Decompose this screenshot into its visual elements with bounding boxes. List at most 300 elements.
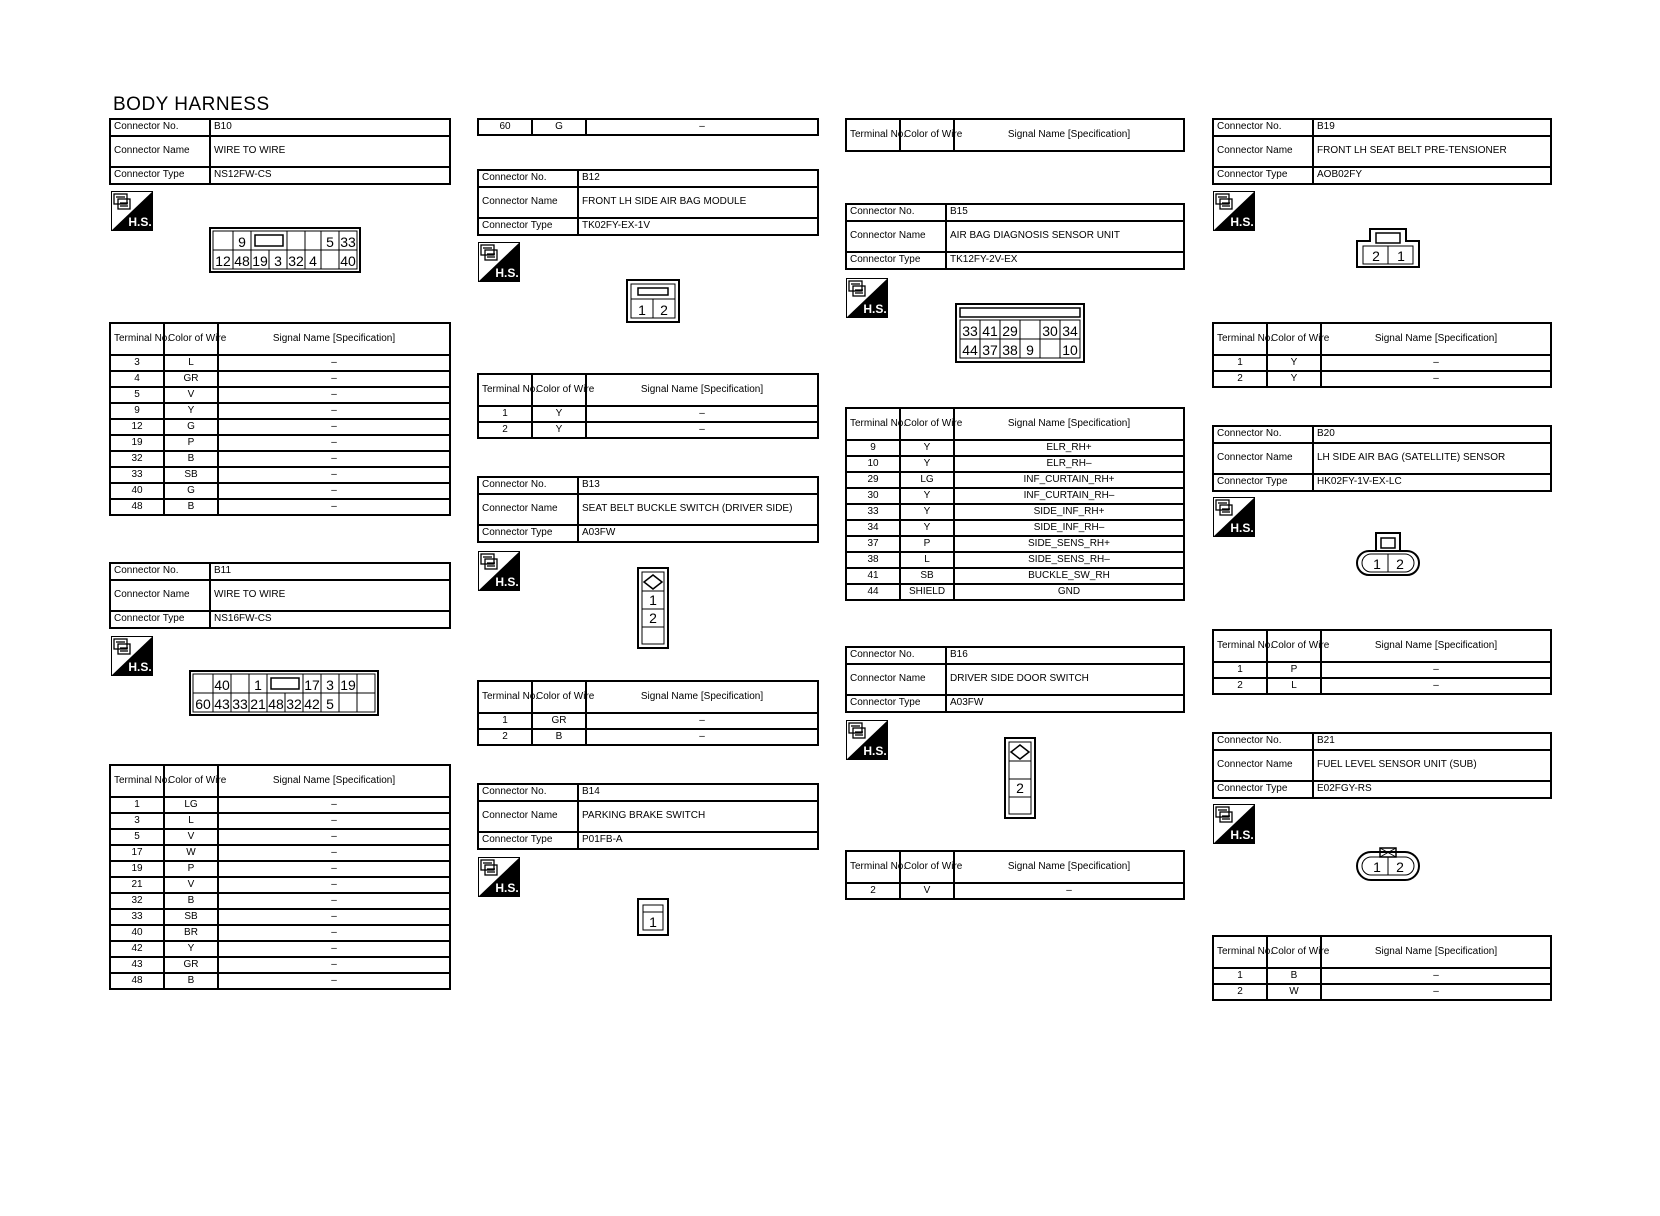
pin-label: 2 (660, 302, 668, 318)
wire-color-cell: SB (164, 467, 218, 483)
pin-label: 1 (1373, 859, 1381, 875)
pin-label: 43 (214, 696, 230, 712)
wire-color-cell: W (1267, 984, 1321, 1000)
color-of-wire-header: Color of Wire (900, 119, 954, 151)
pin-label: 12 (215, 253, 231, 269)
terminal-no-header: Terminal No. (1213, 936, 1267, 968)
signal-name-cell: – (586, 713, 818, 729)
signal-name-cell: SIDE_INF_RH+ (954, 504, 1184, 520)
terminal-no-header: Terminal No. (846, 408, 900, 440)
connector-no: B13 (578, 477, 818, 494)
connector-type: E02FGY-RS (1313, 781, 1551, 798)
signal-name-cell: – (218, 499, 450, 515)
connector-name-label: Connector Name (110, 580, 210, 611)
terminal-no-cell: 4 (110, 371, 164, 387)
terminal-no-cell: 5 (110, 387, 164, 403)
connector-name-label: Connector Name (1213, 443, 1313, 474)
connector-no: B11 (210, 563, 450, 580)
connector-name-label: Connector Name (1213, 136, 1313, 167)
pin-label: 37 (982, 342, 998, 358)
connector-type-label: Connector Type (846, 695, 946, 712)
connector-no: B19 (1313, 119, 1551, 136)
pin-label: 17 (304, 677, 320, 693)
wire-color-cell: V (164, 877, 218, 893)
harness-side-icon (478, 551, 520, 591)
connector-type-label: Connector Type (110, 611, 210, 628)
connector-no-label: Connector No. (478, 170, 578, 187)
connector-no-label: Connector No. (1213, 426, 1313, 443)
terminal-no-cell: 60 (478, 119, 532, 135)
terminal-no-cell: 2 (1213, 984, 1267, 1000)
harness-side-icon (1213, 497, 1255, 537)
signal-name-cell: – (1321, 678, 1551, 694)
connector-type: TK02FY-EX-1V (578, 218, 818, 235)
table-row (478, 713, 818, 729)
terminal-no-cell: 2 (478, 729, 532, 745)
signal-name-cell: – (1321, 355, 1551, 371)
b10-terminal-table (109, 322, 451, 516)
wire-color-cell: Y (1267, 371, 1321, 387)
wire-color-cell: SHIELD (900, 584, 954, 600)
terminal-no-header: Terminal No. (110, 765, 164, 797)
signal-name-cell: – (218, 403, 450, 419)
connector-no: B16 (946, 647, 1184, 664)
pin-label: 5 (326, 696, 334, 712)
color-of-wire-header: Color of Wire (1267, 936, 1321, 968)
terminal-no-cell: 17 (110, 845, 164, 861)
connector-type: AOB02FY (1313, 167, 1551, 184)
connector-no-label: Connector No. (478, 477, 578, 494)
signal-name-cell: – (1321, 371, 1551, 387)
wire-color-cell: B (164, 499, 218, 515)
terminal-no-cell: 3 (110, 355, 164, 371)
table-row (110, 813, 450, 829)
connector-name: AIR BAG DIAGNOSIS SENSOR UNIT (946, 221, 1184, 252)
connector-type: P01FB-A (578, 832, 818, 849)
terminal-no-cell: 41 (846, 568, 900, 584)
terminal-no-cell: 1 (478, 713, 532, 729)
terminal-no-cell: 19 (110, 435, 164, 451)
color-of-wire-header: Color of Wire (164, 323, 218, 355)
pin-label: 33 (962, 323, 978, 339)
signal-name-cell: – (218, 829, 450, 845)
terminal-no-cell: 43 (110, 957, 164, 973)
connector-type-label: Connector Type (1213, 474, 1313, 491)
table-row (846, 488, 1184, 504)
signal-name-cell: INF_CURTAIN_RH+ (954, 472, 1184, 488)
signal-name-cell: SIDE_SENS_RH+ (954, 536, 1184, 552)
terminal-no-cell: 1 (478, 406, 532, 422)
terminal-no-header: Terminal No. (478, 681, 532, 713)
harness-side-icon (111, 191, 153, 231)
pin-label: 5 (326, 234, 334, 250)
wire-color-cell: L (900, 552, 954, 568)
signal-name-cell: – (218, 957, 450, 973)
signal-name-cell: – (586, 119, 818, 135)
b21-info (1212, 732, 1552, 799)
terminal-no-header: Terminal No. (846, 119, 900, 151)
color-of-wire-header: Color of Wire (532, 374, 586, 406)
signal-name-cell: – (1321, 662, 1551, 678)
pin-label: 4 (309, 253, 317, 269)
signal-name-cell: – (218, 355, 450, 371)
connector-name: WIRE TO WIRE (210, 580, 450, 611)
table-row (478, 422, 818, 438)
pin-label: 30 (1042, 323, 1058, 339)
harness-side-icon (478, 857, 520, 897)
terminal-no-cell: 44 (846, 584, 900, 600)
terminal-no-cell: 10 (846, 456, 900, 472)
b11-connector-face (189, 670, 379, 716)
pin-label: 1 (638, 302, 646, 318)
connector-type: NS16FW-CS (210, 611, 450, 628)
terminal-no-cell: 30 (846, 488, 900, 504)
wire-color-cell: SB (164, 909, 218, 925)
connector-name-label: Connector Name (478, 187, 578, 218)
signal-name-cell: – (218, 371, 450, 387)
terminal-no-cell: 42 (110, 941, 164, 957)
terminal-no-cell: 1 (1213, 968, 1267, 984)
wire-color-cell: G (164, 483, 218, 499)
pin-label: 2 (1396, 556, 1404, 572)
signal-name-cell: – (586, 406, 818, 422)
b12-terminal-table (477, 373, 819, 439)
table-row (110, 845, 450, 861)
pin-label: 9 (1026, 342, 1034, 358)
table-row (110, 877, 450, 893)
pin-label: 19 (340, 677, 356, 693)
wire-color-cell: L (164, 813, 218, 829)
table-row (846, 568, 1184, 584)
terminal-no-header: Terminal No. (846, 851, 900, 883)
table-row (110, 467, 450, 483)
b20-info (1212, 425, 1552, 492)
wire-color-cell: Y (532, 406, 586, 422)
pin-label: 19 (252, 253, 268, 269)
signal-name-cell: – (218, 483, 450, 499)
table-row (110, 925, 450, 941)
pin-label: 1 (254, 677, 262, 693)
wire-color-cell: L (164, 355, 218, 371)
b19-terminal-table (1212, 322, 1552, 388)
terminal-no-cell: 2 (1213, 678, 1267, 694)
pin-label: 32 (288, 253, 304, 269)
connector-no-label: Connector No. (846, 204, 946, 221)
table-row (1213, 355, 1551, 371)
signal-name-cell: – (218, 877, 450, 893)
signal-name-cell: – (1321, 984, 1551, 1000)
table-row (846, 472, 1184, 488)
connector-name: WIRE TO WIRE (210, 136, 450, 167)
signal-name-cell: – (218, 797, 450, 813)
connector-name-label: Connector Name (1213, 750, 1313, 781)
signal-name-header: Signal Name [Specification] (954, 119, 1184, 151)
b13-info (477, 476, 819, 543)
pin-label: 41 (982, 323, 998, 339)
pin-label: 42 (304, 696, 320, 712)
wire-color-cell: Y (164, 403, 218, 419)
connector-no: B15 (946, 204, 1184, 221)
table-row (846, 883, 1184, 899)
pin-label: 48 (268, 696, 284, 712)
table-row (478, 729, 818, 745)
wire-color-cell: B (164, 893, 218, 909)
table-row (110, 419, 450, 435)
terminal-no-cell: 29 (846, 472, 900, 488)
signal-name-cell: GND (954, 584, 1184, 600)
connector-no-label: Connector No. (1213, 733, 1313, 750)
table-row (478, 406, 818, 422)
pin-label: 1 (649, 592, 657, 608)
terminal-no-cell: 1 (110, 797, 164, 813)
connector-type-label: Connector Type (478, 832, 578, 849)
terminal-no-cell: 12 (110, 419, 164, 435)
wire-color-cell: V (164, 387, 218, 403)
wire-color-cell: Y (1267, 355, 1321, 371)
connector-no-label: Connector No. (110, 119, 210, 136)
b11-info (109, 562, 451, 629)
signal-name-cell: – (218, 813, 450, 829)
pin-label: 3 (274, 253, 282, 269)
connector-name-label: Connector Name (846, 221, 946, 252)
wire-color-cell: GR (532, 713, 586, 729)
b14-connector-face (637, 898, 669, 936)
wire-color-cell: Y (532, 422, 586, 438)
wire-color-cell: Y (900, 504, 954, 520)
table-row (1213, 678, 1551, 694)
table-row (110, 371, 450, 387)
b16-terminal-table (845, 850, 1185, 900)
terminal-no-cell: 37 (846, 536, 900, 552)
table-row (110, 973, 450, 989)
terminal-no-cell: 33 (846, 504, 900, 520)
terminal-no-cell: 40 (110, 925, 164, 941)
signal-name-cell: ELR_RH– (954, 456, 1184, 472)
terminal-no-header: Terminal No. (478, 374, 532, 406)
color-of-wire-header: Color of Wire (1267, 630, 1321, 662)
connector-name-label: Connector Name (846, 664, 946, 695)
pin-label: 60 (195, 696, 211, 712)
connector-name-label: Connector Name (110, 136, 210, 167)
signal-name-cell: – (218, 861, 450, 877)
table-row (110, 355, 450, 371)
wire-color-cell: G (164, 419, 218, 435)
terminal-no-cell: 48 (110, 499, 164, 515)
table-row (1213, 968, 1551, 984)
b20-terminal-table (1212, 629, 1552, 695)
harness-side-icon (478, 242, 520, 282)
pin-label: 9 (238, 234, 246, 250)
b14-terminal-table (845, 118, 1185, 152)
b16-connector-face (1004, 737, 1036, 819)
b12-info (477, 169, 819, 236)
wire-color-cell: Y (164, 941, 218, 957)
harness-side-icon (846, 278, 888, 318)
signal-name-cell: – (218, 909, 450, 925)
signal-name-header: Signal Name [Specification] (218, 323, 450, 355)
signal-name-cell: – (218, 435, 450, 451)
color-of-wire-header: Color of Wire (1267, 323, 1321, 355)
terminal-no-cell: 21 (110, 877, 164, 893)
connector-no: B20 (1313, 426, 1551, 443)
signal-name-cell: – (218, 845, 450, 861)
signal-name-cell: INF_CURTAIN_RH– (954, 488, 1184, 504)
wire-color-cell: V (900, 883, 954, 899)
b15-connector-face (955, 303, 1085, 363)
signal-name-cell: – (218, 451, 450, 467)
b15-info (845, 203, 1185, 270)
table-row (846, 456, 1184, 472)
signal-name-cell: SIDE_SENS_RH– (954, 552, 1184, 568)
table-row (1213, 662, 1551, 678)
connector-type: NS12FW-CS (210, 167, 450, 184)
table-row (110, 957, 450, 973)
pin-label: 1 (1373, 556, 1381, 572)
connector-name-label: Connector Name (478, 801, 578, 832)
connector-type-label: Connector Type (1213, 167, 1313, 184)
b16-info (845, 646, 1185, 713)
table-row (110, 499, 450, 515)
table-row (110, 941, 450, 957)
terminal-no-cell: 3 (110, 813, 164, 829)
table-row (846, 440, 1184, 456)
wire-color-cell: L (1267, 678, 1321, 694)
table-row (846, 504, 1184, 520)
b10-info (109, 118, 451, 185)
connector-no-label: Connector No. (1213, 119, 1313, 136)
terminal-no-cell: 40 (110, 483, 164, 499)
b21-connector-face (1356, 846, 1420, 882)
connector-type: HK02FY-1V-EX-LC (1313, 474, 1551, 491)
b19-info (1212, 118, 1552, 185)
b20-connector-face (1356, 531, 1420, 577)
connector-name: SEAT BELT BUCKLE SWITCH (DRIVER SIDE) (578, 494, 818, 525)
signal-name-cell: ELR_RH+ (954, 440, 1184, 456)
harness-side-icon (1213, 804, 1255, 844)
connector-no-label: Connector No. (846, 647, 946, 664)
signal-name-header: Signal Name [Specification] (954, 408, 1184, 440)
signal-name-cell: – (954, 883, 1184, 899)
terminal-no-cell: 1 (1213, 355, 1267, 371)
b12-connector-face (626, 279, 680, 323)
color-of-wire-header: Color of Wire (532, 681, 586, 713)
table-row (110, 451, 450, 467)
table-row (478, 119, 818, 135)
color-of-wire-header: Color of Wire (900, 851, 954, 883)
terminal-no-cell: 32 (110, 451, 164, 467)
signal-name-cell: – (586, 422, 818, 438)
connector-type-label: Connector Type (846, 252, 946, 269)
terminal-no-cell: 2 (1213, 371, 1267, 387)
terminal-no-cell: 19 (110, 861, 164, 877)
wire-color-cell: B (164, 973, 218, 989)
connector-name: FRONT LH SIDE AIR BAG MODULE (578, 187, 818, 218)
signal-name-cell: – (218, 419, 450, 435)
wire-color-cell: GR (164, 371, 218, 387)
terminal-no-cell: 32 (110, 893, 164, 909)
connector-name: LH SIDE AIR BAG (SATELLITE) SENSOR (1313, 443, 1551, 474)
pin-label: 2 (1372, 248, 1380, 264)
connector-name: DRIVER SIDE DOOR SWITCH (946, 664, 1184, 695)
pin-label: 40 (340, 253, 356, 269)
wire-color-cell: W (164, 845, 218, 861)
pin-label: 10 (1062, 342, 1078, 358)
b11-continued-table (477, 118, 819, 136)
pin-label: 38 (1002, 342, 1018, 358)
terminal-no-cell: 5 (110, 829, 164, 845)
connector-name: FUEL LEVEL SENSOR UNIT (SUB) (1313, 750, 1551, 781)
table-row (846, 552, 1184, 568)
table-row (110, 909, 450, 925)
signal-name-cell: – (218, 973, 450, 989)
pin-label: 29 (1002, 323, 1018, 339)
pin-label: 1 (1397, 248, 1405, 264)
terminal-no-cell: 2 (478, 422, 532, 438)
signal-name-cell: BUCKLE_SW_RH (954, 568, 1184, 584)
table-row (846, 520, 1184, 536)
pin-label: 21 (250, 696, 266, 712)
harness-side-icon (111, 636, 153, 676)
wire-color-cell: P (900, 536, 954, 552)
signal-name-cell: – (1321, 968, 1551, 984)
pin-label: 3 (326, 677, 334, 693)
signal-name-cell: – (218, 893, 450, 909)
pin-label: 2 (1396, 859, 1404, 875)
pin-label: 33 (340, 234, 356, 250)
table-row (1213, 371, 1551, 387)
wire-color-cell: Y (900, 456, 954, 472)
signal-name-header: Signal Name [Specification] (586, 681, 818, 713)
harness-side-icon (846, 720, 888, 760)
terminal-no-cell: 9 (846, 440, 900, 456)
signal-name-header: Signal Name [Specification] (586, 374, 818, 406)
table-row (110, 435, 450, 451)
table-row (110, 829, 450, 845)
signal-name-header: Signal Name [Specification] (954, 851, 1184, 883)
signal-name-header: Signal Name [Specification] (1321, 630, 1551, 662)
color-of-wire-header: Color of Wire (164, 765, 218, 797)
table-row (846, 584, 1184, 600)
wire-color-cell: V (164, 829, 218, 845)
table-row (846, 536, 1184, 552)
signal-name-cell: – (218, 387, 450, 403)
connector-no: B10 (210, 119, 450, 136)
connector-type-label: Connector Type (110, 167, 210, 184)
wire-color-cell: P (164, 861, 218, 877)
connector-no-label: Connector No. (110, 563, 210, 580)
wire-color-cell: Y (900, 520, 954, 536)
signal-name-cell: – (586, 729, 818, 745)
pin-label: 40 (214, 677, 230, 693)
wire-color-cell: B (532, 729, 586, 745)
pin-label: 2 (1016, 780, 1024, 796)
wire-color-cell: LG (164, 797, 218, 813)
connector-type-label: Connector Type (478, 525, 578, 542)
terminal-no-cell: 34 (846, 520, 900, 536)
connector-name-label: Connector Name (478, 494, 578, 525)
signal-name-header: Signal Name [Specification] (1321, 323, 1551, 355)
table-row (110, 483, 450, 499)
terminal-no-cell: 38 (846, 552, 900, 568)
signal-name-cell: – (218, 941, 450, 957)
terminal-no-header: Terminal No. (110, 323, 164, 355)
b10-connector-face (209, 227, 361, 273)
terminal-no-cell: 33 (110, 909, 164, 925)
pin-label: 1 (649, 914, 657, 930)
b14-info (477, 783, 819, 850)
table-row (110, 403, 450, 419)
table-row (1213, 984, 1551, 1000)
